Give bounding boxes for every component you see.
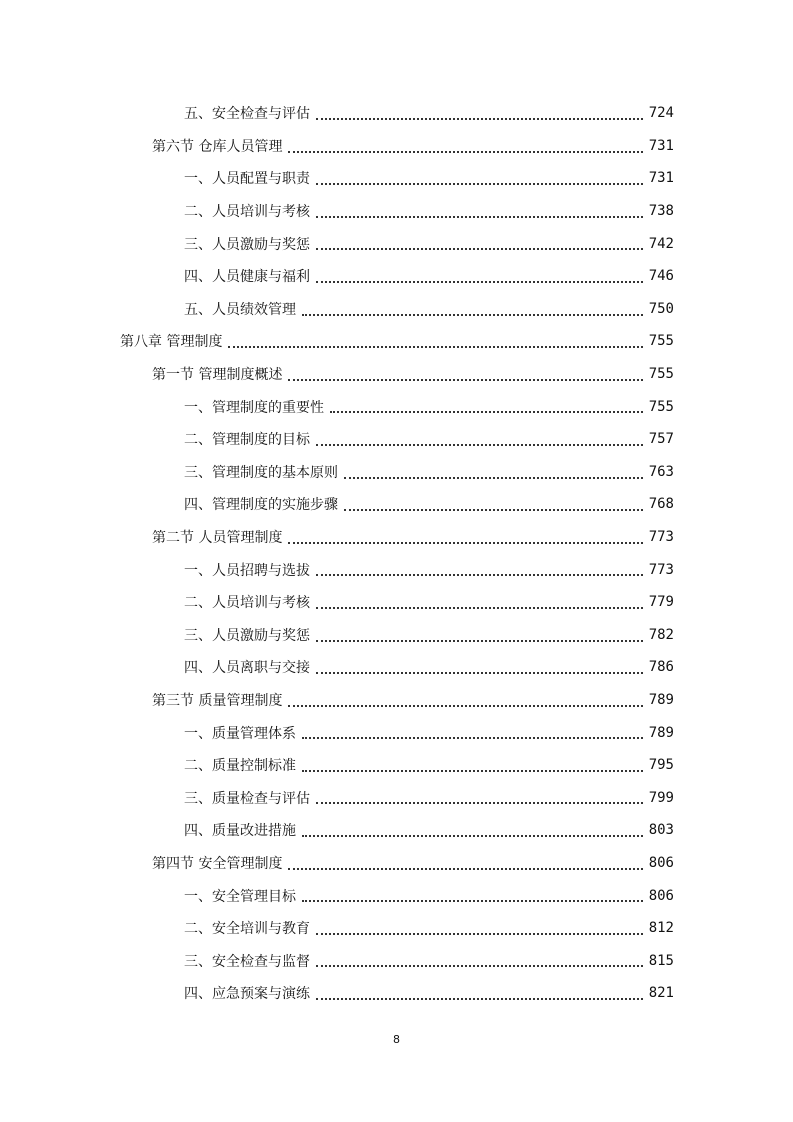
toc-entry-title: 一、人员招聘与选拔 [184, 560, 314, 580]
toc-entry[interactable] [0, 162, 793, 195]
toc-entry[interactable] [0, 390, 793, 423]
toc-entry-title: 一、质量管理体系 [184, 723, 300, 743]
dot-leader [316, 442, 643, 446]
toc-entry-page: 755 [648, 333, 674, 350]
dot-leader [288, 149, 643, 153]
toc-entry-title: 四、应急预案与演练 [184, 983, 314, 1003]
toc-entry[interactable] [0, 553, 793, 586]
toc-entry[interactable] [0, 684, 793, 717]
toc-entry[interactable] [0, 716, 793, 749]
dot-leader [302, 768, 643, 772]
dot-leader [316, 572, 643, 576]
toc-entry[interactable] [0, 488, 793, 521]
dot-leader [302, 898, 643, 902]
toc-entry-title: 第一节 管理制度概述 [152, 364, 286, 384]
toc-entry-page: 742 [648, 235, 674, 252]
dot-leader [316, 670, 643, 674]
toc-entry[interactable] [0, 293, 793, 326]
toc-entry[interactable] [0, 781, 793, 814]
dot-leader [316, 800, 643, 804]
toc-entry-page: 782 [648, 626, 674, 643]
toc-entry[interactable] [0, 456, 793, 489]
toc-entry-page: 812 [648, 920, 674, 937]
toc-entry-title: 第六节 仓库人员管理 [152, 136, 286, 156]
toc-entry-page: 799 [648, 789, 674, 806]
toc-entry-page: 768 [648, 496, 674, 513]
dot-leader [330, 409, 643, 413]
page-number: 8 [393, 1033, 400, 1046]
dot-leader [316, 181, 643, 185]
dot-leader [302, 312, 643, 316]
toc-entry-page: 815 [648, 952, 674, 969]
toc-entry-page: 803 [648, 822, 674, 839]
toc-entry-title: 二、质量控制标准 [184, 755, 300, 775]
dot-leader [302, 735, 643, 739]
toc-entry-title: 第二节 人员管理制度 [152, 527, 286, 547]
toc-entry-title: 五、安全检查与评估 [184, 103, 314, 123]
toc-entry-title: 二、管理制度的目标 [184, 429, 314, 449]
toc-entry-page: 789 [648, 691, 674, 708]
toc-entry[interactable] [0, 195, 793, 228]
toc-entry-page: 746 [648, 268, 674, 285]
toc-entry[interactable] [0, 260, 793, 293]
toc-entry-page: 724 [648, 105, 674, 122]
dot-leader [316, 605, 643, 609]
toc-entry[interactable] [0, 847, 793, 880]
toc-entry-title: 三、人员激励与奖惩 [184, 234, 314, 254]
toc-entry-title: 一、安全管理目标 [184, 886, 300, 906]
toc-entry-page: 750 [648, 300, 674, 317]
toc-entry-title: 三、人员激励与奖惩 [184, 625, 314, 645]
dot-leader [288, 866, 643, 870]
toc-entry[interactable] [0, 423, 793, 456]
toc-entry-title: 四、质量改进措施 [184, 820, 300, 840]
toc-entry-title: 三、安全检查与监督 [184, 951, 314, 971]
toc-entry[interactable] [0, 879, 793, 912]
toc-entry[interactable] [0, 619, 793, 652]
toc-entry-page: 773 [648, 561, 674, 578]
toc-entry-title: 第三节 质量管理制度 [152, 690, 286, 710]
toc-entry-page: 757 [648, 431, 674, 448]
toc-entry-title: 三、管理制度的基本原则 [184, 462, 342, 482]
toc-entry-page: 773 [648, 529, 674, 546]
toc-entry-page: 786 [648, 659, 674, 676]
toc-entry-title: 一、管理制度的重要性 [184, 397, 328, 417]
toc-entry-title: 二、人员培训与考核 [184, 592, 314, 612]
dot-leader [302, 833, 643, 837]
dot-leader [316, 214, 643, 218]
dot-leader [316, 996, 643, 1000]
toc-entry[interactable] [0, 749, 793, 782]
toc-entry[interactable] [0, 521, 793, 554]
toc-entry-title: 一、人员配置与职责 [184, 168, 314, 188]
toc-entry[interactable] [0, 325, 793, 358]
toc-entry-title: 第八章 管理制度 [120, 331, 226, 351]
toc-entry-page: 731 [648, 170, 674, 187]
dot-leader [228, 344, 643, 348]
toc-entry[interactable] [0, 651, 793, 684]
toc-entry-title: 二、安全培训与教育 [184, 918, 314, 938]
dot-leader [316, 246, 643, 250]
toc-entry-title: 五、人员绩效管理 [184, 299, 300, 319]
table-of-contents [0, 97, 793, 1010]
dot-leader [316, 638, 643, 642]
toc-entry-page: 755 [648, 366, 674, 383]
dot-leader [288, 540, 643, 544]
dot-leader [316, 931, 643, 935]
dot-leader [288, 377, 643, 381]
toc-entry-title: 四、人员离职与交接 [184, 657, 314, 677]
toc-entry-title: 第四节 安全管理制度 [152, 853, 286, 873]
dot-leader [316, 279, 643, 283]
dot-leader [316, 116, 643, 120]
toc-entry[interactable] [0, 227, 793, 260]
dot-leader [344, 475, 643, 479]
dot-leader [344, 507, 643, 511]
toc-entry-page: 795 [648, 757, 674, 774]
toc-entry[interactable] [0, 97, 793, 130]
toc-entry-title: 四、人员健康与福利 [184, 266, 314, 286]
toc-entry[interactable] [0, 912, 793, 945]
toc-entry[interactable] [0, 944, 793, 977]
toc-entry-page: 763 [648, 463, 674, 480]
toc-entry-page: 806 [648, 854, 674, 871]
toc-entry[interactable] [0, 586, 793, 619]
dot-leader [288, 703, 643, 707]
toc-entry-page: 789 [648, 724, 674, 741]
toc-entry-page: 821 [648, 985, 674, 1002]
toc-entry-page: 738 [648, 203, 674, 220]
toc-entry-title: 二、人员培训与考核 [184, 201, 314, 221]
toc-entry[interactable] [0, 358, 793, 391]
toc-entry[interactable] [0, 977, 793, 1010]
toc-entry-page: 779 [648, 594, 674, 611]
toc-entry-title: 四、管理制度的实施步骤 [184, 494, 342, 514]
toc-entry[interactable] [0, 814, 793, 847]
dot-leader [316, 963, 643, 967]
toc-entry-page: 806 [648, 887, 674, 904]
toc-entry-page: 755 [648, 398, 674, 415]
toc-entry-title: 三、质量检查与评估 [184, 788, 314, 808]
toc-entry[interactable] [0, 130, 793, 163]
toc-entry-page: 731 [648, 137, 674, 154]
